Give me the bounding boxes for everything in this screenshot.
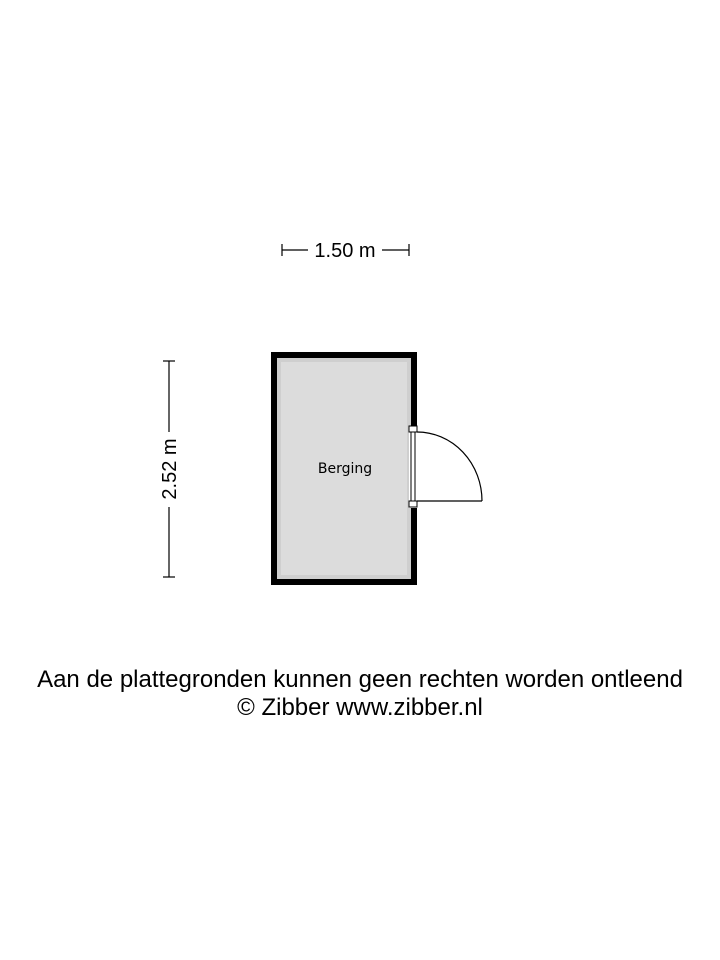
door-swing-arc — [417, 432, 482, 501]
disclaimer-text: Aan de plattegronden kunnen geen rechten worden ontleend — [37, 666, 683, 693]
width-dimension-label: 1.50 m — [314, 240, 376, 262]
copyright-text: © Zibber www.zibber.nl — [237, 694, 483, 721]
room-berging — [271, 352, 482, 585]
height-dimension — [159, 361, 181, 577]
door-jamb-bottom — [409, 501, 417, 507]
door-opening — [409, 426, 417, 508]
height-dimension-label: 2.52 m — [159, 438, 181, 500]
width-dimension — [282, 240, 409, 262]
door-jamb-top — [409, 426, 417, 432]
room-label: Berging — [317, 461, 373, 477]
